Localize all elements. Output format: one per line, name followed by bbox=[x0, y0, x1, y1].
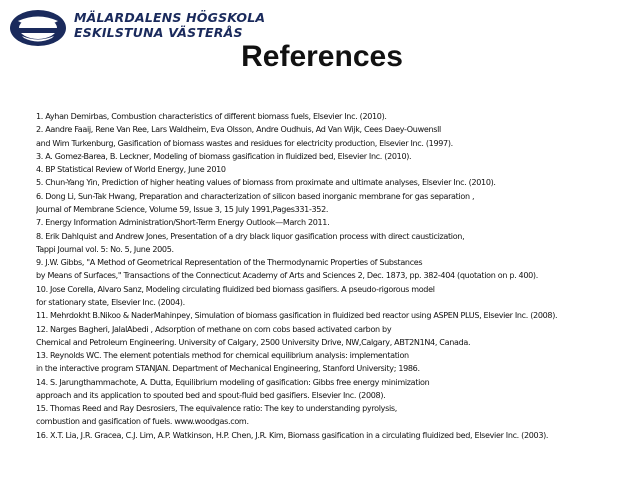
reference-line: Tappi Journal vol. 5: No. 5, June 2005. bbox=[36, 244, 174, 254]
reference-line: 5. Chun-Yang Yin, Prediction of higher heating values of biomass from proximate and ultimate analyses, Elsevier Inc. (2010). bbox=[36, 178, 496, 188]
reference-line: 1. Ayhan Demirbas, Combustion characteristics of different biomass fuels, Elsevier Inc. (2010). bbox=[36, 112, 387, 121]
reference-line: 8. Erik Dahlquist and Andrew Jones, Presentation of a dry black liquor gasification process with direct causticization, bbox=[36, 231, 465, 241]
reference-line: approach and its application to spouted bed and spout-fluid bed gasifiers. Elsevier Inc. (2008). bbox=[36, 390, 386, 400]
reference-line: 11. Mehrdokht B.Nikoo & NaderMahinpey, Simulation of biomass gasification in fluidized bed reactor using ASPEN PLUS, Elsevier Inc. (2008). bbox=[36, 311, 558, 321]
reference-line: for stationary state, Elsevier Inc. (2004). bbox=[36, 297, 185, 307]
reference-line: 15. Thomas Reed and Ray Desrosiers, The equivalence ratio: The key to understanding pyrolysis, bbox=[36, 404, 397, 414]
reference-line: 2. Aandre Faaij, Rene Van Ree, Lars Waldheim, Eva Olsson, Andre Oudhuis, Ad Van Wijk, Cees Daey-Ouwensll bbox=[36, 125, 441, 135]
slide-title: References bbox=[241, 40, 403, 73]
reference-line: 9. J.W. Gibbs, "A Method of Geometrical Representation of the Thermodynamic Properties of Substances bbox=[36, 258, 423, 268]
reference-line: and Wim Turkenburg, Gasification of biomass wastes and residues for electricity production, Elsevier Inc. (1997). bbox=[36, 138, 453, 148]
university-logo-text bbox=[74, 10, 266, 40]
reference-line: 16. X.T. Lia, J.R. Gracea, C.J. Lim, A.P. Watkinson, H.P. Chen, J.R. Kim, Biomass gasification in a circulating fluidized bed, Elsevier Inc. (2003). bbox=[36, 430, 549, 440]
logo-line-2: ESKILSTUNA VÄSTERÅS bbox=[74, 25, 243, 40]
reference-line: 6. Dong Li, Sun-Tak Hwang, Preparation and characterization of silicon based inorganic membrane for gas separation , bbox=[36, 191, 475, 201]
reference-line: Chemical and Petroleum Engineering. University of Calgary, 2500 University Drive, NW,Calgary, ABT2N1N4, Canada. bbox=[36, 337, 471, 347]
reference-line: 13. Reynolds WC. The element potentials method for chemical equilibrium analysis: implementation bbox=[36, 351, 409, 361]
reference-line: in the interactive program STANJAN. Department of Mechanical Engineering, Stanford University; 1986. bbox=[36, 364, 420, 374]
reference-line: 12. Narges Bagheri, JalalAbedi , Adsorption of methane on corn cobs based activated carbon by bbox=[36, 324, 392, 334]
reference-line: by Means of Surfaces," Transactions of the Connecticut Academy of Arts and Sciences 2, Dec. 1873, pp. 382-404 (quotation on p. 400). bbox=[36, 271, 538, 281]
reference-line: 3. A. Gomez-Barea, B. Leckner, Modeling of biomass gasification in fluidized bed, Elsevier Inc. (2010). bbox=[36, 151, 412, 161]
references-list bbox=[36, 110, 632, 442]
reference-line: 10. Jose Corella, Alvaro Sanz, Modeling circulating fluidized bed biomass gasifiers. A pseudo-rigorous model bbox=[36, 284, 435, 294]
reference-line: Journal of Membrane Science, Volume 59, Issue 3, 15 July 1991,Pages331-352. bbox=[36, 204, 329, 214]
reference-line: combustion and gasification of fuels. www.woodgas.com. bbox=[36, 417, 249, 427]
logo-line-1: MÄLARDALENS HÖGSKOLA bbox=[74, 10, 266, 25]
reference-line: 14. S. Jarungthammachote, A. Dutta, Equilibrium modeling of gasification: Gibbs free energy minimization bbox=[36, 377, 430, 387]
reference-line: 4. BP Statistical Review of World Energy, June 2010 bbox=[36, 165, 226, 175]
reference-line: 7. Energy Information Administration/Short-Term Energy Outlook—March 2011. bbox=[36, 218, 330, 228]
